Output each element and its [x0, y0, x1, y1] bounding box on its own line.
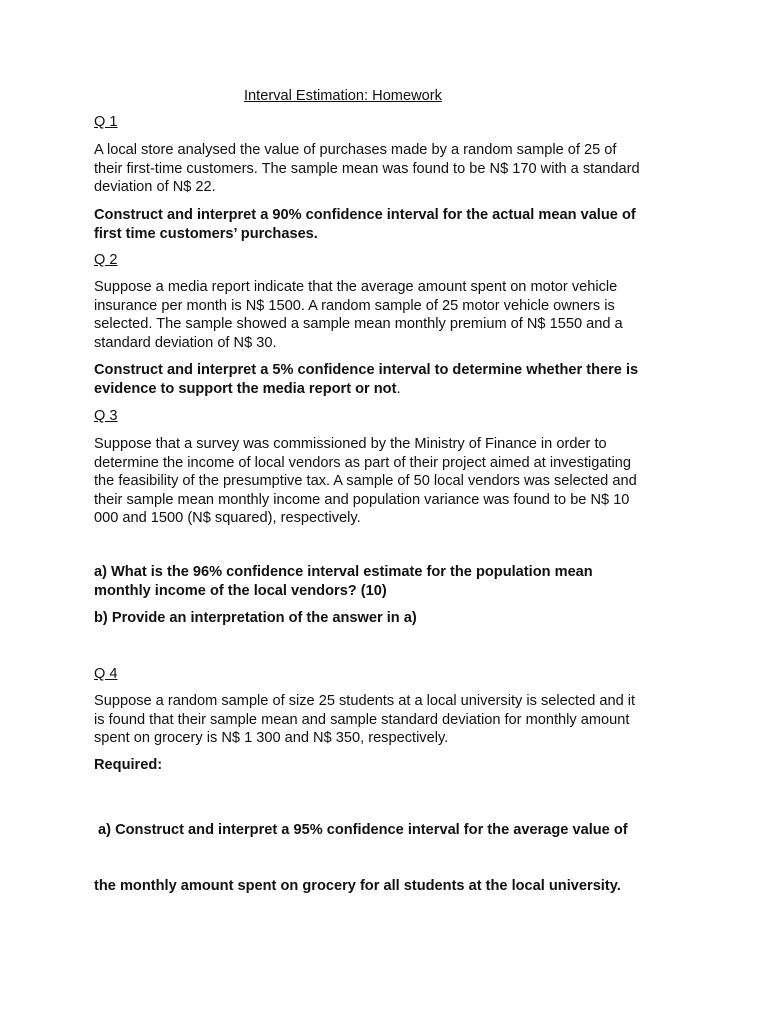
question-4-text-line: spent on grocery is N$ 1 300 and N$ 350, respectively. [94, 730, 449, 746]
question-1-task-line: Construct and interpret a 90% confidence interval for the actual mean value of [94, 207, 636, 223]
question-4-text [94, 692, 694, 748]
question-3-text [94, 435, 694, 528]
question-4-text-line: Suppose a random sample of size 25 students at a local university is selected and it [94, 693, 636, 709]
question-3-heading: Q 3 [94, 408, 118, 424]
question-1-text-line: their first-time customers. The sample mean was found to be N$ 170 with a standard [94, 160, 640, 177]
question-1-heading: Q 1 [94, 114, 118, 130]
question-3-part-b [94, 609, 694, 628]
question-3-text-line: determine the income of local vendors as part of their project aimed at investigating [94, 454, 632, 471]
question-4-part-a-line: the monthly amount spent on grocery for all students at the local university. [94, 877, 621, 894]
question-3-part-b-line: b) Provide an interpretation of the answer in a) [94, 610, 417, 626]
question-4-required-label [94, 756, 694, 775]
question-2-task-bold: evidence to support the media report or not [94, 380, 397, 397]
question-1-task [94, 206, 694, 243]
question-2-text-line: insurance per month is N$ 1500. A random sample of 25 motor vehicle owners is [94, 297, 615, 314]
question-3-text-line: the feasibility of the presumptive tax. A sample of 50 local vendors was selected and [94, 473, 637, 489]
question-1-task-line: first time customers’ purchases. [94, 225, 318, 242]
question-3-part-a [94, 563, 694, 600]
question-3-part-a-line: monthly income of the local vendors? (10) [94, 582, 387, 599]
question-2-task-line: Construct and interpret a 5% confidence interval to determine whether there is [94, 362, 639, 378]
question-3-text-line: Suppose that a survey was commissioned by the Ministry of Finance in order to [94, 436, 607, 452]
question-3-text-line: their sample mean monthly income and population variance was found to be N$ 10 [94, 491, 630, 508]
document-title: Interval Estimation: Homework [244, 88, 442, 104]
question-4-text-line: is found that their sample mean and sample standard deviation for monthly amount [94, 711, 630, 728]
question-1-text-line: deviation of N$ 22. [94, 179, 216, 195]
question-2-task [94, 361, 694, 398]
question-1-text-line: A local store analysed the value of purchases made by a random sample of 25 of [94, 142, 617, 158]
question-2-task-line [94, 380, 694, 399]
question-4-heading: Q 4 [94, 666, 118, 682]
question-4-part-a [94, 784, 694, 932]
question-2-text-line: Suppose a media report indicate that the average amount spent on motor vehicle [94, 279, 618, 295]
question-3-text-line: 000 and 1500 (N$ squared), respectively. [94, 510, 361, 526]
question-4-part-a-line: a) Construct and interpret a 95% confidence interval for the average value of [94, 822, 628, 838]
required-label: Required: [94, 757, 163, 773]
question-2-text [94, 278, 694, 352]
question-2-task-period: . [396, 380, 401, 397]
question-2-text-line: selected. The sample showed a sample mean monthly premium of N$ 1550 and a [94, 316, 623, 332]
question-1-text [94, 141, 694, 197]
question-2-heading: Q 2 [94, 252, 118, 268]
question-2-text-line: standard deviation of N$ 30. [94, 334, 277, 351]
question-3-part-a-line: a) What is the 96% confidence interval estimate for the population mean [94, 564, 593, 580]
